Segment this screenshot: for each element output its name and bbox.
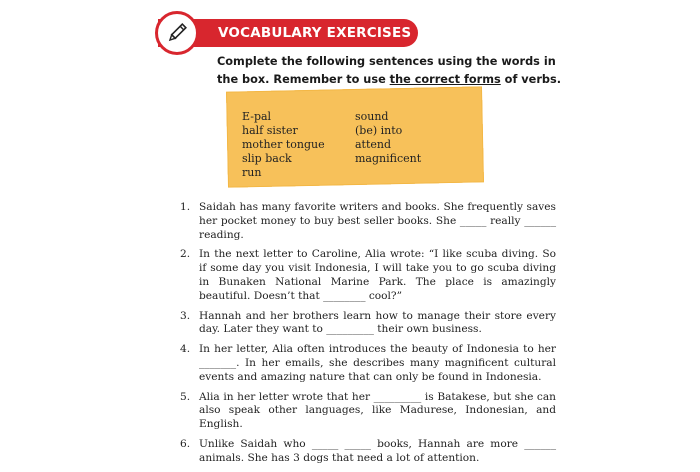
question-item [178,391,556,432]
word-item: magnificent [355,152,422,165]
word-item: slip back [242,152,292,165]
question-number: 2. [180,248,191,261]
question-number: 3. [180,309,191,322]
word-column-2 [355,110,421,166]
question-text: Saidah has many favorite writers and books. She frequently saves her pocket money to buy best seller books. She _____ really ______ reading. [199,201,556,241]
question-text: In her letter, Alia often introduces the beauty of Indonesia to her _______. In her emails, she describes many magnificent cultural events and amazing nature that can only be found in Indonesia. [199,343,556,383]
word-item: sound [355,110,389,123]
page-title: VOCABULARY EXERCISES [218,25,412,41]
question-item [178,438,556,466]
question-text: Unlike Saidah who _____ _____ books, Hannah are more ______ animals. She has 3 dogs that need a lot of attention. [199,437,556,464]
header-badge [155,11,199,55]
question-item [178,343,556,384]
question-number: 1. [180,201,191,213]
question-number: 6. [180,437,191,450]
word-item: mother tongue [242,138,325,151]
instructions [217,53,562,89]
word-item: (be) into [355,124,403,137]
word-item: E-pal [242,110,272,123]
word-item: run [242,166,262,179]
question-text: Alia in her letter wrote that her _________ is Batakese, but she can also speak other languages, like Madurese, Indonesian, and English. [199,390,556,431]
instructions-text: Complete the following sentences using the words in the box. Remember to use [217,55,556,86]
word-column-1 [242,110,325,180]
question-number: 4. [180,343,191,356]
question-text: Hannah and her brothers learn how to manage their store every day. Later they want to _________ their own business. [199,309,556,336]
instructions-text-end: of verbs. [500,73,561,86]
question-item [178,248,556,303]
pencil-icon [166,22,188,44]
question-item [178,201,556,242]
question-text: In the next letter to Caroline, Alia wrote: “I like scuba diving. So if some day you visit Indonesia, I will take you to go scuba diving in Bunaken National Marine Park. The place is amazingly beautiful. Doesn’t that ________ cool?” [199,248,556,302]
instructions-underlined: the correct forms [389,73,501,86]
word-item: half sister [242,124,298,137]
question-item [178,310,556,338]
word-item: attend [355,138,392,151]
question-number: 5. [180,390,191,403]
question-list [178,201,556,472]
